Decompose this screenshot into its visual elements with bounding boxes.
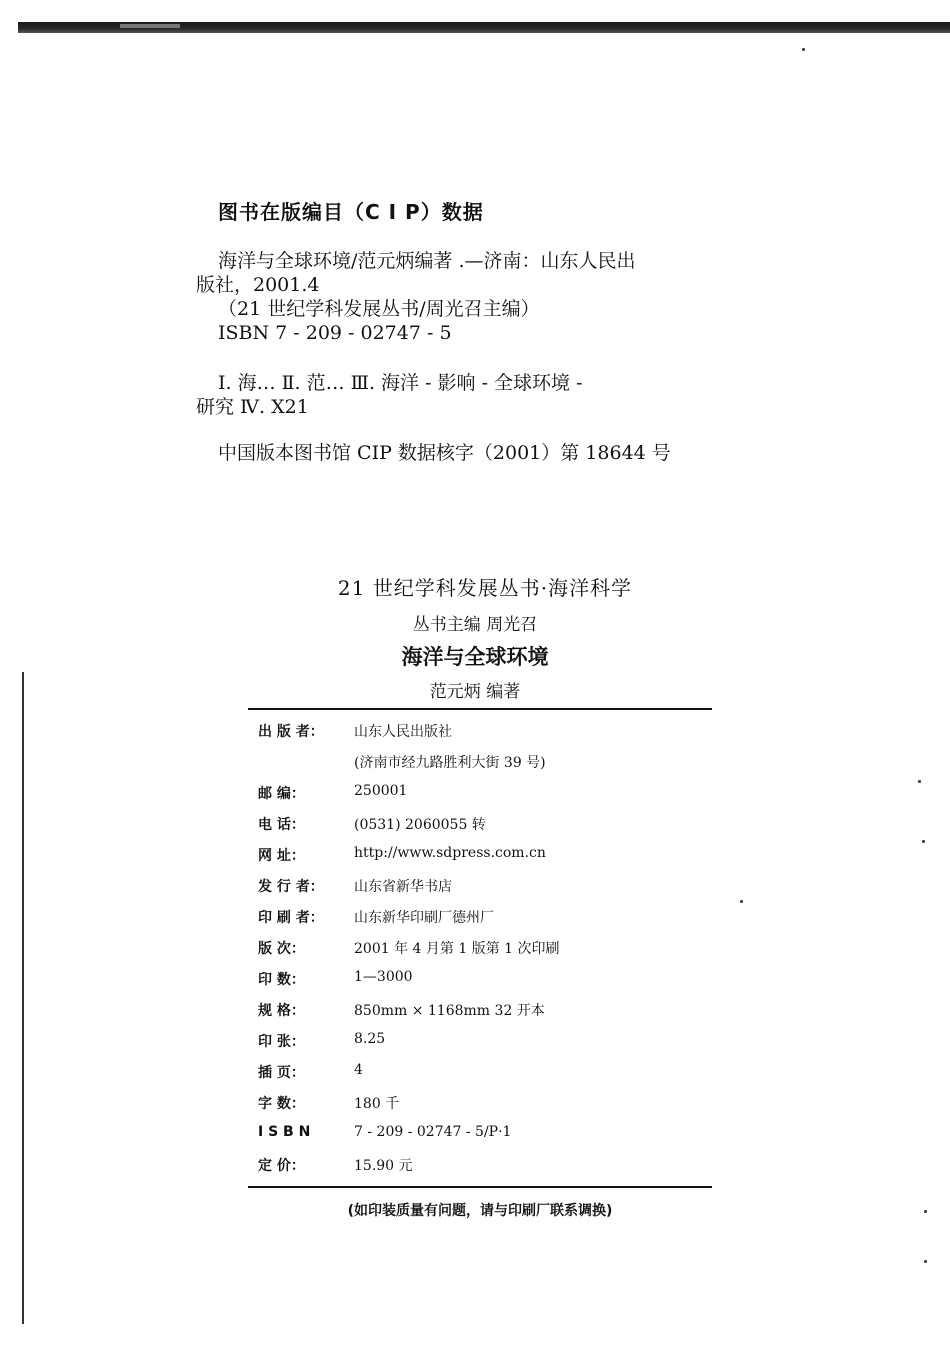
info-value: 山东省新华书店	[354, 879, 452, 895]
scan-speck	[802, 48, 805, 51]
scan-speck	[924, 1260, 927, 1263]
info-bottom-rule	[248, 1186, 712, 1188]
book-title: 海洋与全球环境	[401, 645, 549, 669]
scan-speck	[922, 840, 925, 843]
info-label: 印 刷 者：	[258, 910, 324, 926]
book-author: 范元炳 编著	[429, 682, 521, 702]
info-value: 180 千	[354, 1096, 400, 1112]
info-value: 8.25	[354, 1031, 386, 1047]
info-label: 规 格：	[258, 1003, 305, 1019]
info-value: 山东新华印刷厂德州厂	[354, 910, 494, 926]
info-label: 出 版 者：	[258, 724, 324, 740]
info-value: (0531) 2060055 转	[354, 817, 486, 833]
info-label: I S B N	[258, 1124, 311, 1140]
cip-line-7: 中国版本图书馆 CIP 数据核字（2001）第 18644 号	[218, 442, 671, 464]
info-label: 定 价：	[258, 1158, 305, 1174]
scan-speck	[918, 780, 921, 783]
cip-heading: 图书在版编目（C I P）数据	[218, 200, 484, 224]
info-value: (济南市经九路胜利大街 39 号)	[354, 755, 546, 771]
info-label: 印 数：	[258, 972, 305, 988]
cip-line-4: ISBN 7 - 209 - 02747 - 5	[218, 322, 452, 344]
book-series: 21 世纪学科发展丛书·海洋科学	[337, 576, 633, 600]
cip-line-2: 版社，2001.4	[196, 274, 320, 296]
cip-line-3: （21 世纪学科发展丛书/周光召主编）	[218, 298, 540, 320]
quality-note: (如印装质量有问题，请与印刷厂联系调换)	[347, 1203, 613, 1219]
scan-speck	[740, 900, 743, 903]
info-label: 邮 编：	[258, 786, 305, 802]
info-label: 发 行 者：	[258, 879, 324, 895]
info-value: 2001 年 4 月第 1 版第 1 次印刷	[354, 941, 560, 957]
info-value: 4	[354, 1062, 363, 1078]
scan-speck	[924, 1210, 927, 1213]
cip-line-6: 研究 Ⅳ. X21	[196, 396, 309, 418]
info-label: 电 话：	[258, 817, 305, 833]
info-value: 850mm × 1168mm 32 开本	[354, 1003, 545, 1019]
info-label: 字 数：	[258, 1096, 305, 1112]
scan-border-highlight	[120, 24, 180, 28]
cip-line-5: Ⅰ. 海… Ⅱ. 范… Ⅲ. 海洋 - 影响 - 全球环境 -	[218, 372, 583, 394]
info-label: 插 页：	[258, 1065, 305, 1081]
info-value: 15.90 元	[354, 1158, 413, 1174]
info-value: 山东人民出版社	[354, 724, 452, 740]
scan-spine-line	[22, 672, 24, 1324]
info-value: 7 - 209 - 02747 - 5/P·1	[354, 1124, 512, 1140]
info-label: 印 张：	[258, 1034, 305, 1050]
info-label: 版 次：	[258, 941, 305, 957]
cip-line-1: 海洋与全球环境/范元炳编著 .—济南：山东人民出	[218, 250, 636, 272]
info-value: 1—3000	[354, 969, 413, 985]
book-editor: 丛书主编 周光召	[412, 615, 538, 635]
info-label: 网 址：	[258, 848, 305, 864]
info-value: http://www.sdpress.com.cn	[354, 845, 546, 861]
info-top-rule	[248, 708, 712, 710]
info-value: 250001	[354, 783, 408, 799]
